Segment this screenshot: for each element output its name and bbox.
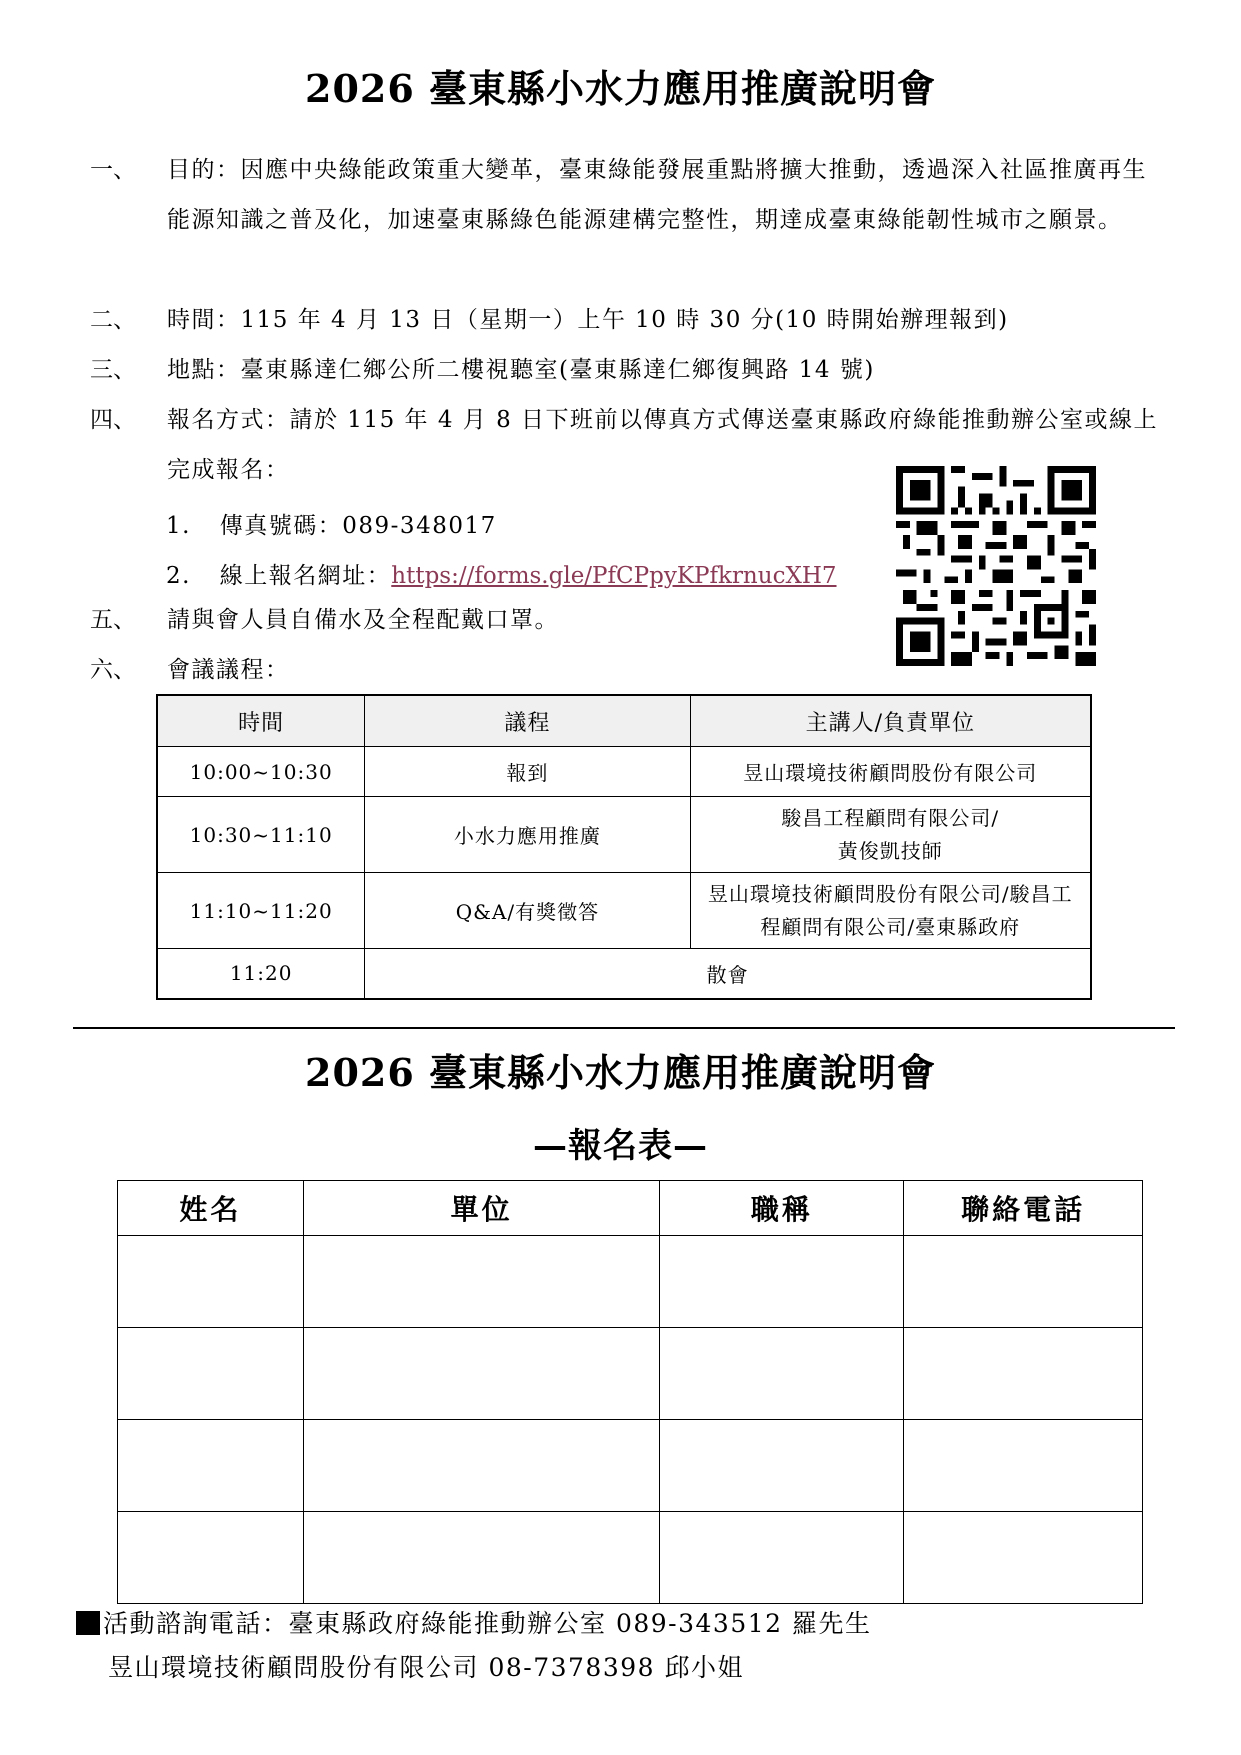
item-number: 四、 [90,407,136,433]
agenda-row [157,873,1091,949]
item-text: 會議議程： [167,657,290,683]
fax-index: 1. [166,513,191,539]
online-line [166,557,837,590]
item-text: 請與會人員自備水及全程配戴口罩。 [167,607,559,633]
agenda-speaker [690,797,1091,873]
form-row [118,1512,1143,1604]
form-row [118,1420,1143,1512]
agenda-topic: 散會 [365,949,1091,999]
agenda-time: 11:20 [157,949,365,999]
unit-cell[interactable] [303,1328,660,1420]
agenda-topic: 報到 [365,747,690,797]
title-cell[interactable] [660,1328,904,1420]
item-number: 二、 [90,307,136,333]
agenda-table [156,694,1092,1000]
form-header-phone: 聯絡電話 [904,1181,1143,1236]
online-label: 線上報名網址： [219,563,392,589]
item-text: 報名方式：請於 115 年 4 月 8 日下班前以傳真方式傳送臺東縣政府綠能推動辦公室或線上完成報名： [167,407,1159,483]
name-cell[interactable] [118,1512,304,1604]
title-cell[interactable] [660,1420,904,1512]
unit-cell[interactable] [303,1420,660,1512]
unit-cell[interactable] [303,1512,660,1604]
footer-contact-1 [76,1604,872,1640]
name-cell[interactable] [118,1328,304,1420]
form-header-row [118,1181,1143,1236]
form-header-name: 姓名 [118,1181,304,1236]
agenda-time: 10:30~11:10 [157,797,365,873]
agenda-topic: Q&A/有獎徵答 [365,873,690,949]
agenda-row [157,747,1091,797]
footer-contact-2 [108,1648,744,1684]
agenda-time: 11:10~11:20 [157,873,365,949]
agenda-speaker-line: 程顧問有限公司/臺東縣政府 [760,914,1021,939]
square-bullet-icon [76,1611,100,1635]
title-cell[interactable] [660,1512,904,1604]
agenda-time: 10:00~10:30 [157,747,365,797]
registration-form-table [117,1180,1143,1604]
form-row [118,1328,1143,1420]
agenda-header-topic: 議程 [365,695,690,747]
item-number: 五、 [90,607,136,633]
agenda-speaker: 昱山環境技術顧問股份有限公司 [690,747,1091,797]
agenda-header-row [157,695,1091,747]
agenda-header-speaker: 主講人/負責單位 [690,695,1091,747]
form-title: 2026 臺東縣小水力應用推廣說明會 [305,1050,936,1095]
online-index: 2. [166,563,191,589]
page-title: 2026 臺東縣小水力應用推廣說明會 [305,66,936,111]
title-cell[interactable] [660,1236,904,1328]
registration-link[interactable]: https://forms.gle/PfCPpyKPfkrnucXH7 [391,563,837,589]
name-cell[interactable] [118,1236,304,1328]
form-subtitle: —報名表— [533,1126,708,1166]
footer-line: 昱山環境技術顧問股份有限公司 08-7378398 邱小姐 [108,1653,744,1682]
item-number: 六、 [90,657,136,683]
divider [73,1027,1175,1029]
item-text: 目的：因應中央綠能政策重大變革，臺東綠能發展重點將擴大推動，透過深入社區推廣再生能源知識之普及化，加速臺東縣綠色能源建構完整性，期達成臺東綠能韌性城市之願景。 [167,157,1147,233]
fax-label: 傳真號碼：089-348017 [219,513,497,539]
fax-line [166,507,497,540]
form-header-unit: 單位 [303,1181,660,1236]
agenda-topic: 小水力應用推廣 [365,797,690,873]
agenda-speaker-line: 黃俊凱技師 [837,838,943,863]
item-text: 時間：115 年 4 月 13 日（星期一）上午 10 時 30 分(10 時開始辦理報到) [167,307,1009,333]
form-row [118,1236,1143,1328]
phone-cell[interactable] [904,1236,1143,1328]
item-number: 一、 [90,157,136,183]
phone-cell[interactable] [904,1420,1143,1512]
name-cell[interactable] [118,1420,304,1512]
agenda-speaker-line: 昱山環境技術顧問股份有限公司/駿昌工 [707,881,1073,906]
agenda-speaker-line: 駿昌工程顧問有限公司/ [781,805,1000,830]
unit-cell[interactable] [303,1236,660,1328]
agenda-row [157,797,1091,873]
phone-cell[interactable] [904,1512,1143,1604]
agenda-header-time: 時間 [157,695,365,747]
item-number: 三、 [90,357,136,383]
agenda-row [157,949,1091,999]
agenda-speaker [690,873,1091,949]
item-text: 地點：臺東縣達仁鄉公所二樓視聽室(臺東縣達仁鄉復興路 14 號) [167,357,875,383]
phone-cell[interactable] [904,1328,1143,1420]
form-header-title: 職稱 [660,1181,904,1236]
footer-line: 活動諮詢電話：臺東縣政府綠能推動辦公室 089-343512 羅先生 [103,1609,872,1638]
